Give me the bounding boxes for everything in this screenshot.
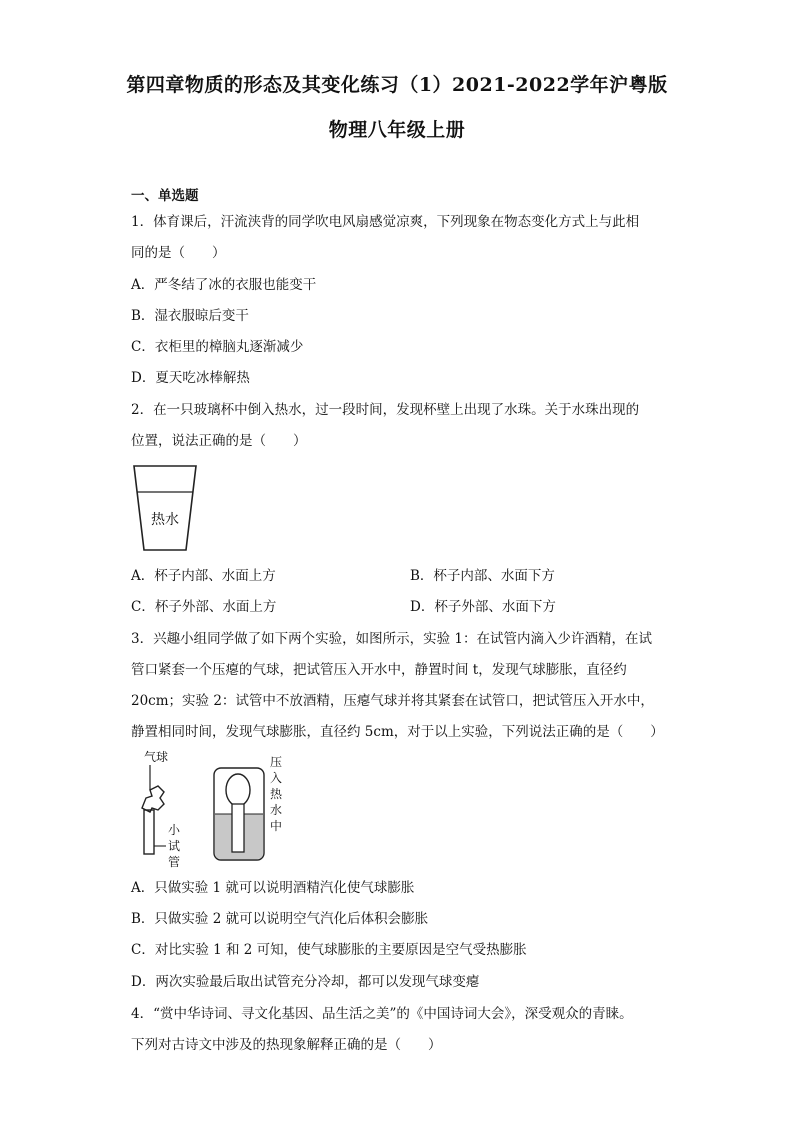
tube-label-3: 管 xyxy=(168,855,181,869)
small-test-tube xyxy=(144,810,154,854)
page-title-line1: 第四章物质的形态及其变化练习（1）2021-2022学年沪粤版 xyxy=(126,74,668,96)
q1-stem-line2: 同的是（ ） xyxy=(131,245,226,261)
q4-stem-line1: 4．“赏中华诗词、寻文化基因、品生活之美”的《中国诗词大会》，深受观众的青睐。 xyxy=(131,1006,633,1022)
q3-option-d: D．两次实验最后取出试管充分冷却，都可以发现气球变瘪 xyxy=(131,974,480,990)
q1-stem-line1: 1．体育课后，汗流浃背的同学吹电风扇感觉凉爽，下列现象在物态变化方式上与此相 xyxy=(131,214,640,230)
press-label-5: 中 xyxy=(270,819,283,833)
balloon-label: 气球 xyxy=(144,750,169,764)
q4-stem-line2: 下列对古诗文中涉及的热现象解释正确的是（ ） xyxy=(131,1037,442,1053)
cup-label: 热水 xyxy=(151,512,179,528)
cup-outline xyxy=(134,466,196,550)
q3-option-b: B．只做实验 2 就可以说明空气汽化后体积会膨胀 xyxy=(131,911,429,927)
q1-option-c: C．衣柜里的樟脑丸逐渐减少 xyxy=(131,339,304,355)
q2-option-d: D．杯子外部、水面下方 xyxy=(410,599,556,615)
press-label-1: 压 xyxy=(270,755,283,769)
q3-option-c: C．对比实验 1 和 2 可知，使气球膨胀的主要原因是空气受热膨胀 xyxy=(131,942,527,958)
q3-stem-line2: 管口紧套一个压瘪的气球，把试管压入开水中，静置时间 t，发现气球膨胀，直径约 xyxy=(131,662,627,678)
q3-option-a: A．只做实验 1 就可以说明酒精汽化使气球膨胀 xyxy=(131,880,415,896)
submerged-test-tube xyxy=(232,804,244,852)
q3-stem-line4: 静置相同时间，发现气球膨胀，直径约 5cm，对于以上实验，下列说法正确的是（ ） xyxy=(131,724,664,740)
q1-option-d: D．夏天吃冰棒解热 xyxy=(131,370,250,386)
q2-option-b: B．杯子内部、水面下方 xyxy=(410,568,555,584)
press-label-2: 入 xyxy=(270,771,283,785)
page-title-line2: 物理八年级上册 xyxy=(328,119,466,141)
deflated-balloon xyxy=(142,786,164,812)
press-label-3: 热 xyxy=(270,787,283,801)
section-heading: 一、单选题 xyxy=(131,188,199,204)
balloon-test-tube-figure xyxy=(130,746,290,870)
q2-option-c: C．杯子外部、水面上方 xyxy=(131,599,277,615)
q1-option-b: B．湿衣服晾后变干 xyxy=(131,308,249,324)
tube-label-2: 试 xyxy=(168,839,181,853)
inflated-balloon xyxy=(226,774,250,806)
tube-label-1: 小 xyxy=(168,823,181,837)
q3-stem-line3: 20cm；实验 2：试管中不放酒精，压瘪气球并将其紧套在试管口，把试管压入开水中， xyxy=(131,693,654,709)
press-label-4: 水 xyxy=(270,803,283,817)
hot-water-cup-figure xyxy=(130,462,200,554)
q1-option-a: A．严冬结了冰的衣服也能变干 xyxy=(131,277,317,293)
q2-stem-line1: 2．在一只玻璃杯中倒入热水，过一段时间，发现杯壁上出现了水珠。关于水珠出现的 xyxy=(131,402,640,418)
q2-stem-line2: 位置，说法正确的是（ ） xyxy=(131,433,307,449)
q3-stem-line1: 3．兴趣小组同学做了如下两个实验，如图所示，实验 1：在试管内滴入少许酒精，在试 xyxy=(131,631,652,647)
q2-option-a: A．杯子内部、水面上方 xyxy=(131,568,276,584)
